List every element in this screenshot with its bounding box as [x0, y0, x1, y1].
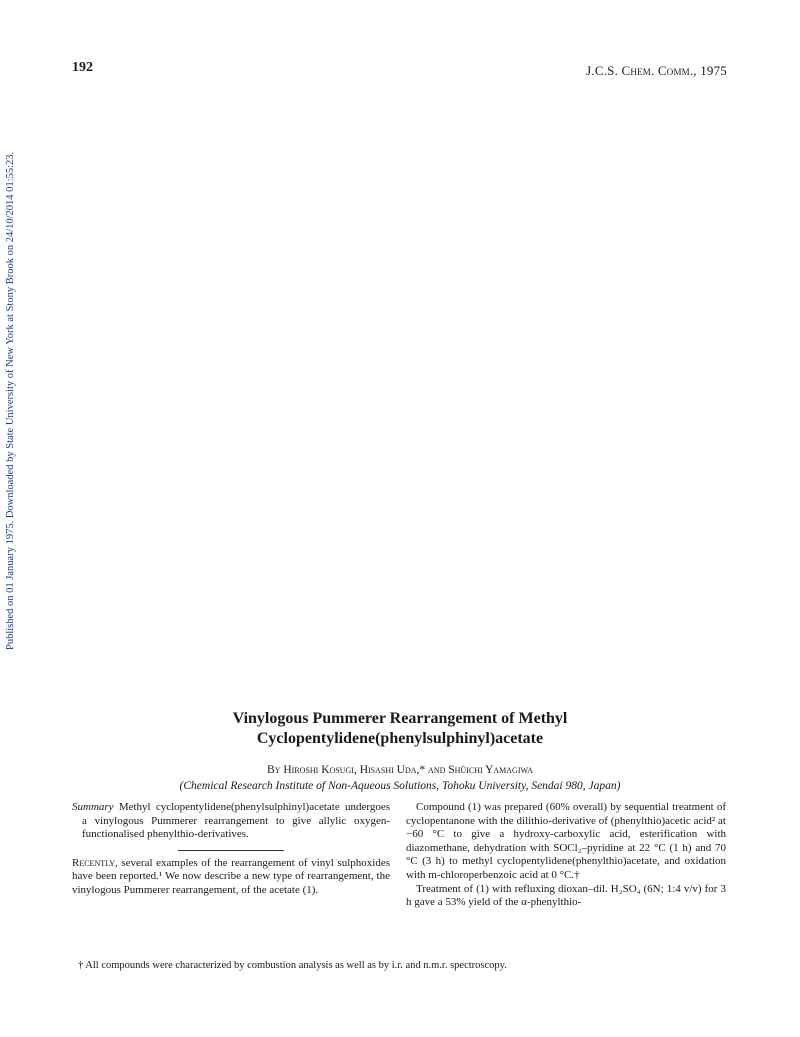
intro-text: several examples of the rearrangement of vinyl sulphoxides have been reported.¹ We now describe a new type of rearrangement, the vinylogous Pummerer rearrangement, of the acetate (1). [72, 856, 390, 896]
summary-text: Methyl cyclopentylidene(phenylsulphinyl)acetate undergoes a vinylogous Pummerer rearrangement to give allylic oxygen-functionalised phenylthio-derivatives. [82, 801, 390, 841]
intro-lead: Recently, [72, 856, 118, 869]
article-title [0, 709, 800, 749]
right-paragraph-1: Compound (1) was prepared (60% overall) by sequential treatment of cyclopentanone with the dilithio-derivative of (phenylthio)acetic acid² at −60 °C to give a hydroxy-carboxylic acid, esterification with diazomethane, dehydration with SOCl₂–pyridine at 22 °C (1 h) and 70 °C (3 h) to methyl cyclopentylidene(phenylthio)acetate, and oxidation with m-chloroperbenzoic acid at 0 °C.† [406, 801, 726, 881]
right-column [406, 801, 726, 910]
title-line-2: Cyclopentylidene(phenylsulphinyl)acetate [256, 730, 544, 747]
right-paragraph-2: Treatment of (1) with refluxing dioxan–dil. H₂SO₄ (6N; 1:4 v/v) for 3 h gave a 53% yield of the α-phenylthio- [406, 882, 726, 909]
footnote: † All compounds were characterized by combustion analysis as well as by i.r. and n.m.r. spectroscopy. [78, 960, 507, 971]
page-number: 192 [72, 60, 93, 75]
title-line-1: Vinylogous Pummerer Rearrangement of Methyl [232, 710, 568, 727]
authors-line: By Hiroshi Kosugi, Hisashi Uda,* and Shûichi Yamagiwa [267, 764, 533, 776]
section-divider [178, 850, 284, 851]
affiliation-line: (Chemical Research Institute of Non-Aqueous Solutions, Tohoku University, Sendai 980, Japan) [179, 780, 621, 792]
intro-paragraph [72, 857, 390, 898]
summary-label: Summary [72, 801, 114, 813]
summary-paragraph [72, 801, 390, 842]
download-watermark: Published on 01 January 1975. Downloaded by State University of New York at Stony Brook on 24/10/2014 01:55:23. [5, 151, 16, 650]
journal-header: J.C.S. Chem. Comm., 1975 [586, 63, 727, 78]
left-column [72, 801, 390, 898]
